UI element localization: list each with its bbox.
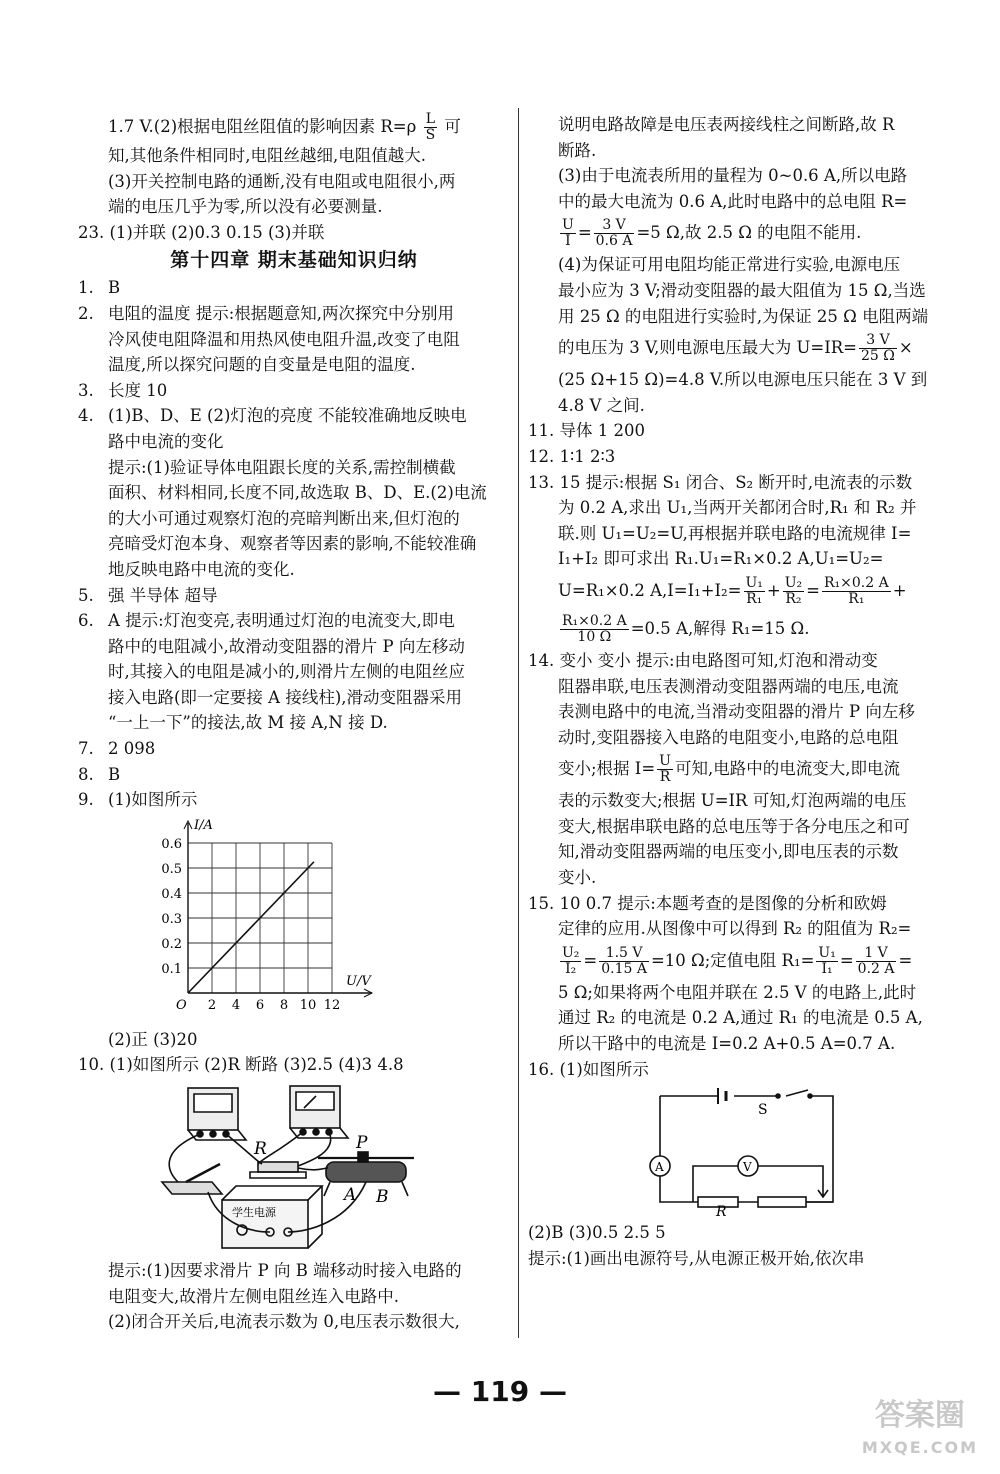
item-text: 路中电流的变化 (108, 431, 224, 451)
line: 4.8 V 之间. (558, 395, 645, 415)
answer-item (78, 608, 510, 634)
answer-item (78, 787, 510, 813)
item-number: 1. (78, 278, 94, 298)
label-ammeter: A (655, 1160, 664, 1175)
answer-16-part2: (2)B (3)0.5 2.5 5 (528, 1223, 666, 1243)
answer-item (78, 762, 510, 788)
chapter-title: 第十四章 期末基础知识归纳 (170, 249, 418, 272)
line: (3)由于电流表所用的量程为 0~0.6 A,所以电路 (558, 166, 908, 186)
experiment-apparatus-figure (158, 1082, 510, 1258)
x-tick-label: 4 (231, 997, 241, 1013)
iu-graph (148, 815, 510, 1027)
label-voltmeter: V (743, 1160, 752, 1175)
item-text: 路中的电阻减小,故滑动变阻器的滑片 P 向左移动 (108, 636, 465, 656)
label-S: S (758, 1102, 768, 1119)
answer-item (78, 378, 510, 404)
item-text: 接入电路(即一定要接 A 接线柱),滑动变阻器采用 (108, 687, 463, 707)
answer-15: 15. 10 0.7 提示:本题考查的是图像的分析和欧姆 (528, 893, 887, 913)
answer-item-line (78, 659, 510, 685)
item-text: 时,其接入的电阻是减小的,则滑片左侧的电阻丝应 (108, 662, 465, 682)
equation-resistance: $\frac{U}{I}$ = $\frac{3 V}{0.6 A}$ =5 Ω,故 2.5 Ω 的电阻不能用. (562, 217, 862, 250)
line: 表测电路中的电流,当滑动变阻器的滑片 P 向左移 (558, 702, 915, 722)
line: 动时,变阻器接入电路的电阻变小,电路的总电阻 (558, 727, 899, 747)
answer-item-line (78, 685, 510, 711)
rheostat-symbol (758, 1197, 806, 1207)
column-divider (518, 108, 519, 1338)
line: 用 25 Ω 的电阻进行实验时,为保证 25 Ω 电阻两端 (558, 306, 929, 326)
x-tick-label: 2 (207, 997, 217, 1013)
answer-item (78, 583, 510, 609)
left-column (78, 112, 510, 1335)
item-number: 8. (78, 764, 94, 784)
answer-13: 13. 15 提示:根据 S₁ 闭合、S₂ 断开时,电流表的示数 (528, 472, 913, 492)
answer-item (78, 736, 510, 762)
label-power-supply: 学生电源 (232, 1206, 276, 1220)
hint-16: 提示:(1)画出电源符号,从电源正极开始,依次串 (528, 1248, 865, 1268)
item-number: 7. (78, 739, 94, 759)
circuit-svg (638, 1086, 848, 1216)
line: 定律的应用.从图像中可以得到 R₂ 的阻值为 R₂= (558, 919, 912, 939)
answer-item (78, 275, 510, 301)
hint-10-line: 电阻变大,故滑片左侧电阻丝连入电路中. (108, 1286, 399, 1306)
intro-line-1 (78, 112, 510, 143)
line: (25 Ω+15 Ω)=4.8 V.所以电源电压只能在 3 V 到 (558, 370, 928, 390)
line: 说明电路故障是电压表两接线柱之间断路,故 R (558, 115, 895, 134)
knife-switch (162, 1182, 222, 1194)
label-A: A (344, 1185, 357, 1206)
right-column (528, 112, 958, 1271)
item-text: 提示:(1)验证导体电阻跟长度的关系,需控制横截 (108, 457, 456, 477)
answer-item-line (78, 352, 510, 378)
item-number: 5. (78, 585, 94, 605)
x-tick-label: 12 (323, 997, 341, 1013)
line: 知,滑动变阻器两端的电压变小,即电压表的示数 (558, 842, 899, 862)
label-B: B (376, 1187, 389, 1208)
item-number: 9. (78, 790, 94, 810)
item-text: B (108, 764, 121, 784)
answer-item-line (78, 429, 510, 455)
label-R: R (716, 1204, 727, 1217)
intro-text: 1.7 V.(2)根据电阻丝阻值的影响因素 R=ρ (108, 117, 417, 136)
item-text: 2 098 (108, 739, 156, 759)
y-tick-label: 0.6 (161, 836, 182, 852)
iu-chart (148, 815, 388, 1023)
answer-list (78, 275, 510, 812)
item-text: 温度,所以探究问题的自变量是电阻的温度. (108, 355, 416, 375)
answer-16: 16. (1)如图所示 (528, 1059, 649, 1079)
item-text: (1)B、D、E (2)灯泡的亮度 不能较准确地反映电 (108, 406, 467, 426)
answer-item-line (78, 634, 510, 660)
line: 变小. (558, 868, 597, 888)
answer-item-line (78, 480, 510, 506)
series-line (188, 862, 314, 993)
answer-item-line (78, 557, 510, 583)
line: 断路. (558, 140, 597, 160)
hint-10-line: (2)闭合开关后,电流表示数为 0,电压表示数很大, (108, 1312, 460, 1332)
item-number: 2. (78, 303, 94, 323)
item-text: 电阻的温度 提示:根据题意知,两次探究中分别用 (108, 303, 455, 323)
resistor-R (258, 1162, 298, 1172)
rheostat (326, 1162, 406, 1182)
y-tick-label: 0.3 (161, 911, 182, 927)
y-tick-label: 0.2 (161, 936, 182, 952)
line: I₁+I₂ 即可求出 R₁.U₁=R₁×0.2 A,U₁=U₂= (558, 549, 884, 569)
item-text: “一上一下”的接法,故 M 接 A,N 接 D. (108, 713, 388, 733)
line: 为 0.2 A,求出 U₁,当两开关都闭合时,R₁ 和 R₂ 并 (558, 498, 917, 518)
line: 表的示数变大;根据 U=IR 可知,灯泡两端的电压 (558, 791, 907, 811)
item-text: 地反映电路中电流的变化. (108, 559, 295, 579)
answer-item-line (78, 506, 510, 532)
item-text: (1)如图所示 (108, 790, 198, 810)
item-number: 3. (78, 380, 94, 400)
answer-10: 10. (1)如图所示 (2)R 断路 (3)2.5 (4)3 4.8 (78, 1055, 404, 1075)
x-tick-label: 10 (299, 997, 317, 1013)
line: 联.则 U₁=U₂=U,再根据并联电路的电流规律 I= (558, 523, 912, 543)
answer-9-part2: (2)正 (3)20 (108, 1029, 198, 1049)
equation-15: $\frac{\text{U₂}}{\text{I₂}}$ = $\frac{1.5 V}{0.15 A}$ =10 Ω;定值电阻 R₁= $\frac{\text{U₁}}{\text{I₁}}$ = $\frac{1 V}{0.2 A}$ = (562, 944, 913, 977)
line: 通过 R₂ 的电流是 0.2 A,通过 R₁ 的电流是 0.5 A, (558, 1008, 923, 1028)
line: 阻器串联,电压表测滑动变阻器两端的电压,电流 (558, 676, 899, 696)
line: 中的最大电流为 0.6 A,此时电路中的总电阻 R= (558, 191, 908, 211)
line: 变大,根据串联电路的总电压等于各分电压之和可 (558, 816, 910, 836)
label-P: P (356, 1133, 368, 1154)
item-text: 长度 10 (108, 380, 168, 400)
x-tick-label: 8 (279, 997, 289, 1013)
item-text: 冷风使电阻降温和用热风使电阻升温,改变了电阻 (108, 329, 460, 349)
item-text: A 提示:灯泡变亮,表明通过灯泡的电流变大,即电 (108, 611, 455, 631)
y-tick-label: 0.5 (161, 861, 182, 877)
line: 所以干路中的电流是 I=0.2 A+0.5 A=0.7 A. (558, 1034, 896, 1054)
answer-item-line (78, 327, 510, 353)
answer-12: 12. 1∶1 2∶3 (528, 446, 616, 466)
item-text: B (108, 278, 121, 298)
origin-label: O (176, 997, 187, 1013)
y-tick-label: 0.4 (161, 886, 182, 902)
fraction-L-over-S: $\frac{L}{S}$ (425, 111, 436, 143)
answer-item (78, 301, 510, 327)
equation-13-cont: $\frac{\text{R₁×0.2 A}}{10 \Omega}$ =0.5 A,解得 R₁=15 Ω. (562, 612, 810, 645)
item-text: 亮暗受灯泡本身、观察者等因素的影响,不能较准确 (108, 534, 477, 554)
y-tick-label: 0.1 (161, 961, 182, 977)
equation-13: U=R₁×0.2 A,I=I₁+I₂= $\frac{\text{U₁}}{\text{R₁}}$ + $\frac{\text{U₂}}{\text{R₂}}$ = $\frac{\text{R₁×0.2 A}}{\text{R₁}}$ + (558, 574, 907, 607)
intro-text: 可 (444, 117, 461, 136)
intro-line: 知,其他条件相同时,电阻丝越细,电阻值越大. (108, 146, 426, 165)
x-tick-label: 6 (255, 997, 265, 1013)
answer-23: 23. (1)并联 (2)0.3 0.15 (3)并联 (78, 222, 325, 242)
hint-10-line: 提示:(1)因要求滑片 P 向 B 端移动时接入电路的 (108, 1261, 462, 1281)
answer-item-line (78, 531, 510, 557)
apparatus-drawing (158, 1082, 428, 1254)
line: (4)为保证可用电阻均能正常进行实验,电源电压 (558, 255, 901, 275)
x-axis-label: U/V (346, 973, 371, 989)
intro-line: (3)开关控制电路的通断,没有电阻或电阻很小,两 (108, 171, 456, 191)
answer-item (78, 403, 510, 429)
item-text: 的大小可通过观察灯泡的亮暗判断出来,但灯泡的 (108, 508, 460, 528)
equation-max-voltage: 的电压为 3 V,则电源电压最大为 U=IR= $\frac{3 V}{25 \Omega}$ × (558, 332, 913, 365)
circuit-diagram (638, 1086, 958, 1220)
intro-line: 端的电压几乎为零,所以没有必要测量. (108, 197, 383, 217)
answer-14: 14. 变小 变小 提示:由电路图可知,灯泡和滑动变 (528, 650, 878, 670)
answer-11: 11. 导体 1 200 (528, 421, 645, 441)
answer-item-line (78, 710, 510, 736)
y-axis-label: I/A (194, 817, 213, 833)
watermark-logo: 答案圈 MXQE.COM (861, 1398, 978, 1457)
page-number: — 119 — (433, 1375, 567, 1408)
equation-14: 变小;根据 I= $\frac{U}{R}$ 可知,电路中的电流变大,即电流 (558, 753, 900, 786)
item-text: 强 半导体 超导 (108, 585, 218, 605)
item-number: 6. (78, 611, 94, 631)
line: 最小应为 3 V;滑动变阻器的最大阻值为 15 Ω,当选 (558, 280, 926, 300)
item-text: 面积、材料相同,长度不同,故选取 B、D、E.(2)电流 (108, 483, 487, 503)
label-R: R (254, 1139, 267, 1160)
item-number: 4. (78, 406, 94, 426)
line: 5 Ω;如果将两个电阻并联在 2.5 V 的电路上,此时 (558, 982, 917, 1002)
answer-item-line (78, 455, 510, 481)
